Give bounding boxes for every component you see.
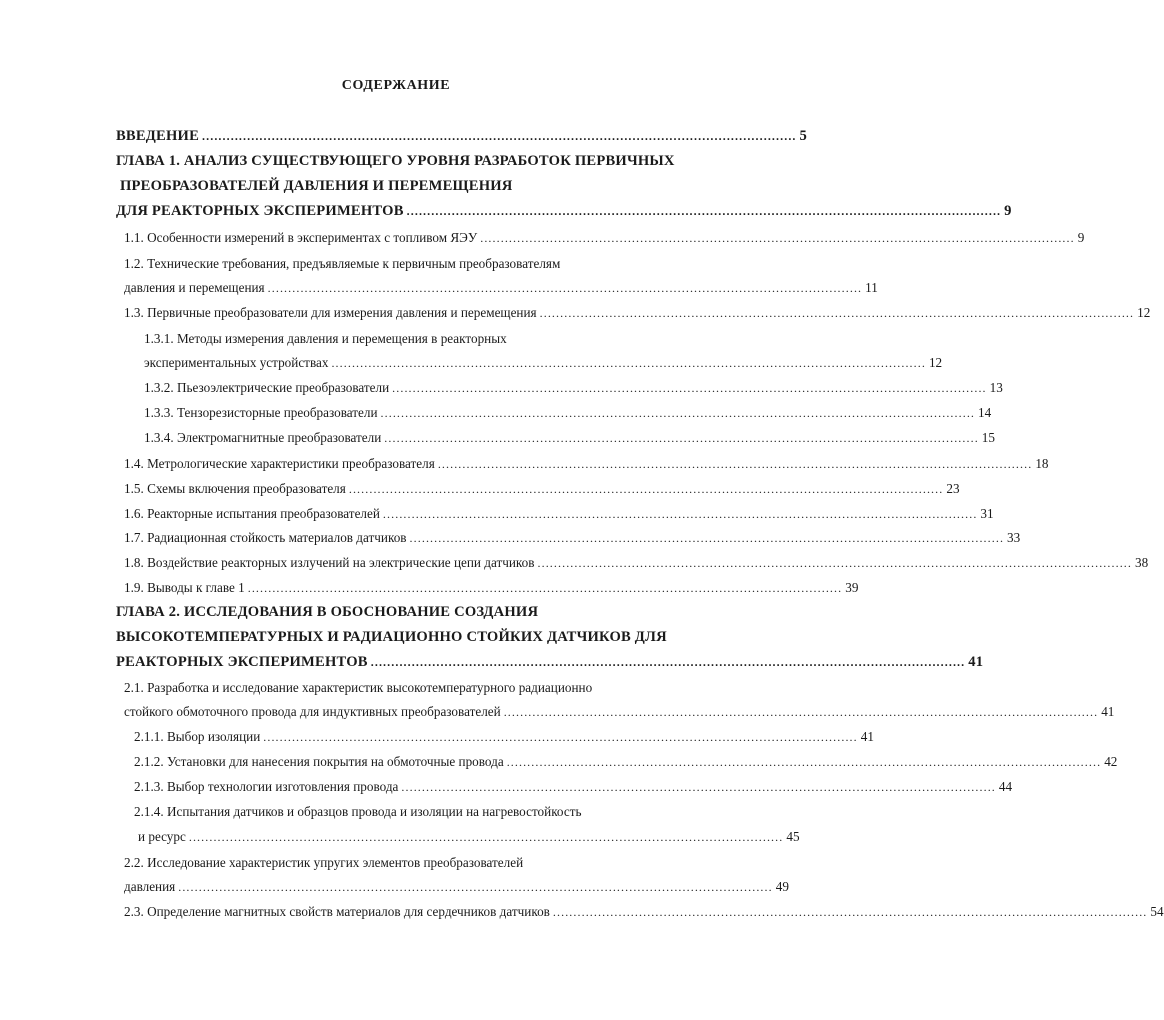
toc-entry-text: 1.3.4. Электромагнитные преобразователи (144, 430, 382, 445)
toc-entry-text: давления и перемещения (124, 280, 265, 295)
toc-entry-text: стойкого обмоточного провода для индуктивных преобразователей (124, 704, 501, 719)
leader-dots: ................................................................................................................................................. (552, 905, 1148, 919)
leader-dots: ................................................................................................................................................. (331, 356, 926, 370)
toc-entry-page: 13 (989, 380, 1003, 395)
leader-dots: ................................................................................................................................................. (392, 381, 987, 395)
toc-entry-page: 41 (860, 729, 874, 744)
toc-entry-2-1-4-line-1 (134, 804, 582, 820)
toc-entry-1-3 (124, 305, 1151, 321)
toc-entry-page: 11 (865, 280, 878, 295)
leader-dots: ................................................................................................................................................. (537, 556, 1132, 570)
toc-entry-1-3-2 (144, 380, 1003, 396)
toc-entry-text: РЕАКТОРНЫХ ЭКСПЕРИМЕНТОВ (116, 654, 368, 670)
leader-dots: ................................................................................................................................................. (380, 406, 976, 420)
toc-entry-text: 2.1.3. Выбор технологии изготовления провода (134, 779, 399, 794)
toc-entry-text: 1.8. Воздействие реакторных излучений на электрические цепи датчиков (124, 555, 535, 570)
toc-entry-page: 41 (968, 654, 984, 670)
toc-chapter-1-line-3 (116, 203, 1012, 220)
toc-entry-page: 44 (998, 779, 1013, 794)
toc-entry-page: 49 (775, 879, 789, 894)
toc-entry-1-3-1-line-2 (144, 355, 943, 371)
leader-dots: ................................................................................................................................................. (506, 755, 1102, 769)
leader-dots: ................................................................................................................................................. (539, 306, 1135, 320)
toc-entry-1-3-4 (144, 430, 995, 446)
leader-dots: ................................................................................................................................................. (384, 431, 979, 445)
toc-entry-page: 38 (1135, 555, 1149, 570)
toc-entry-1-3-3 (144, 405, 992, 421)
leader-dots: ................................................................................................................................................. (437, 457, 1033, 471)
toc-entry-text: 1.3.1. Методы измерения давления и перемещения в реакторных (144, 331, 507, 346)
toc-entry-text: 2.1.2. Установки для нанесения покрытия на обмоточные провода (134, 754, 504, 769)
toc-entry-text: ВЫСОКОТЕМПЕРАТУРНЫХ И РАДИАЦИОННО СТОЙКИХ ДАТЧИКОВ ДЛЯ (116, 629, 667, 645)
toc-entry-page: 45 (786, 829, 800, 844)
toc-entry-1-6 (124, 506, 994, 522)
toc-entry-page: 12 (928, 355, 943, 370)
toc-entry-1-3-1-line-1 (144, 331, 507, 347)
leader-dots: ................................................................................................................................................. (406, 204, 1002, 218)
toc-entry-1-4 (124, 456, 1049, 472)
toc-entry-text: давления (124, 879, 176, 894)
leader-dots: ................................................................................................................................................. (188, 830, 784, 844)
leader-dots: ................................................................................................................................................. (247, 581, 843, 595)
toc-entry-text: и ресурс (138, 829, 186, 844)
toc-entry-1-1 (124, 230, 1085, 246)
toc-entry-2-1-line-2 (124, 704, 1115, 720)
toc-entry-page: 14 (978, 405, 992, 420)
toc-entry-text: 1.5. Схемы включения преобразователя (124, 481, 346, 496)
toc-entry-text: 2.1.1. Выбор изоляции (134, 729, 261, 744)
toc-entry-1-2-line-1 (124, 256, 560, 272)
toc-entry-text: ВВЕДЕНИЕ (116, 128, 200, 144)
toc-entry-1-9 (124, 580, 859, 596)
leader-dots: ................................................................................................................................................. (370, 655, 966, 669)
toc-entry-text: 1.1. Особенности измерений в экспериментах с топливом ЯЭУ (124, 230, 478, 245)
toc-entry-1-5 (124, 481, 960, 497)
toc-entry-1-7 (124, 530, 1021, 546)
toc-chapter-2-line-3 (116, 654, 984, 671)
toc-entry-2-3 (124, 904, 1164, 920)
toc-entry-page: 41 (1101, 704, 1115, 719)
toc-entry-text: экспериментальных устройствах (144, 355, 329, 370)
toc-entry-text: 2.3. Определение магнитных свойств материалов для сердечников датчиков (124, 904, 550, 919)
toc-entry-introduction (116, 128, 808, 145)
toc-entry-1-8 (124, 555, 1149, 571)
toc-entry-text: 1.3.2. Пьезоэлектрические преобразователи (144, 380, 390, 395)
toc-entry-text: 1.7. Радиационная стойкость материалов датчиков (124, 530, 407, 545)
leader-dots: ................................................................................................................................................. (348, 482, 944, 496)
toc-entry-2-1-2 (134, 754, 1118, 770)
leader-dots: ................................................................................................................................................. (480, 231, 1075, 245)
toc-entry-page: 42 (1104, 754, 1118, 769)
toc-entry-page: 23 (946, 481, 960, 496)
toc-entry-text: ГЛАВА 2. ИССЛЕДОВАНИЯ В ОБОСНОВАНИЕ СОЗДАНИЯ (116, 604, 539, 620)
toc-entry-page: 9 (1077, 230, 1085, 245)
leader-dots: ................................................................................................................................................. (202, 129, 797, 143)
toc-entry-page: 31 (980, 506, 994, 521)
toc-entry-page: 12 (1137, 305, 1151, 320)
leader-dots: ................................................................................................................................................. (267, 281, 863, 295)
toc-entry-text: 1.6. Реакторные испытания преобразователей (124, 506, 380, 521)
toc-entry-page: 5 (799, 128, 808, 144)
toc-entry-text: ГЛАВА 1. АНАЛИЗ СУЩЕСТВУЮЩЕГО УРОВНЯ РАЗРАБОТОК ПЕРВИЧНЫХ (116, 153, 675, 169)
leader-dots: ................................................................................................................................................. (263, 730, 858, 744)
leader-dots: ................................................................................................................................................. (178, 880, 773, 894)
toc-entry-page: 33 (1007, 530, 1021, 545)
leader-dots: ................................................................................................................................................. (401, 780, 996, 794)
toc-entry-2-2-line-2 (124, 879, 789, 895)
toc-entry-page: 18 (1035, 456, 1049, 471)
toc-chapter-1-line-1 (116, 153, 675, 170)
toc-entry-text: 1.4. Метрологические характеристики преобразователя (124, 456, 435, 471)
toc-entry-2-1-4-line-2 (138, 829, 800, 845)
toc-entry-text: 1.3. Первичные преобразователи для измерения давления и перемещения (124, 305, 537, 320)
toc-entry-text: 1.9. Выводы к главе 1 (124, 580, 245, 595)
toc-entry-2-1-line-1 (124, 680, 592, 696)
toc-entry-text: 2.1. Разработка и исследование характеристик высокотемпературного радиационно (124, 680, 593, 695)
toc-entry-page: 15 (981, 430, 995, 445)
toc-entry-page: 39 (845, 580, 859, 595)
toc-entry-text: ДЛЯ РЕАКТОРНЫХ ЭКСПЕРИМЕНТОВ (116, 203, 404, 219)
page-title: СОДЕРЖАНИЕ (341, 78, 451, 93)
toc-chapter-1-line-2 (120, 178, 513, 195)
leader-dots: ................................................................................................................................................. (382, 507, 978, 521)
toc-entry-2-1-1 (134, 729, 874, 745)
toc-entry-text: 2.2. Исследование характеристик упругих элементов преобразователей (124, 855, 524, 870)
toc-entry-text: 2.1.4. Испытания датчиков и образцов провода и изоляции на нагревостойкость (134, 804, 582, 819)
leader-dots: ................................................................................................................................................. (409, 531, 1005, 545)
toc-entry-2-1-3 (134, 779, 1013, 795)
toc-chapter-2-line-2 (116, 629, 667, 646)
toc-entry-text: 1.3.3. Тензорезисторные преобразователи (144, 405, 378, 420)
toc-entry-page: 9 (1004, 203, 1012, 219)
toc-entry-text: ПРЕОБРАЗОВАТЕЛЕЙ ДАВЛЕНИЯ И ПЕРЕМЕЩЕНИЯ (120, 178, 513, 194)
toc-entry-2-2-line-1 (124, 855, 523, 871)
toc-entry-1-2-line-2 (124, 280, 878, 296)
toc-entry-page: 54 (1150, 904, 1164, 919)
toc-chapter-2-line-1 (116, 604, 538, 621)
toc-entry-text: 1.2. Технические требования, предъявляемые к первичным преобразователям (124, 256, 561, 271)
leader-dots: ................................................................................................................................................. (503, 705, 1099, 719)
